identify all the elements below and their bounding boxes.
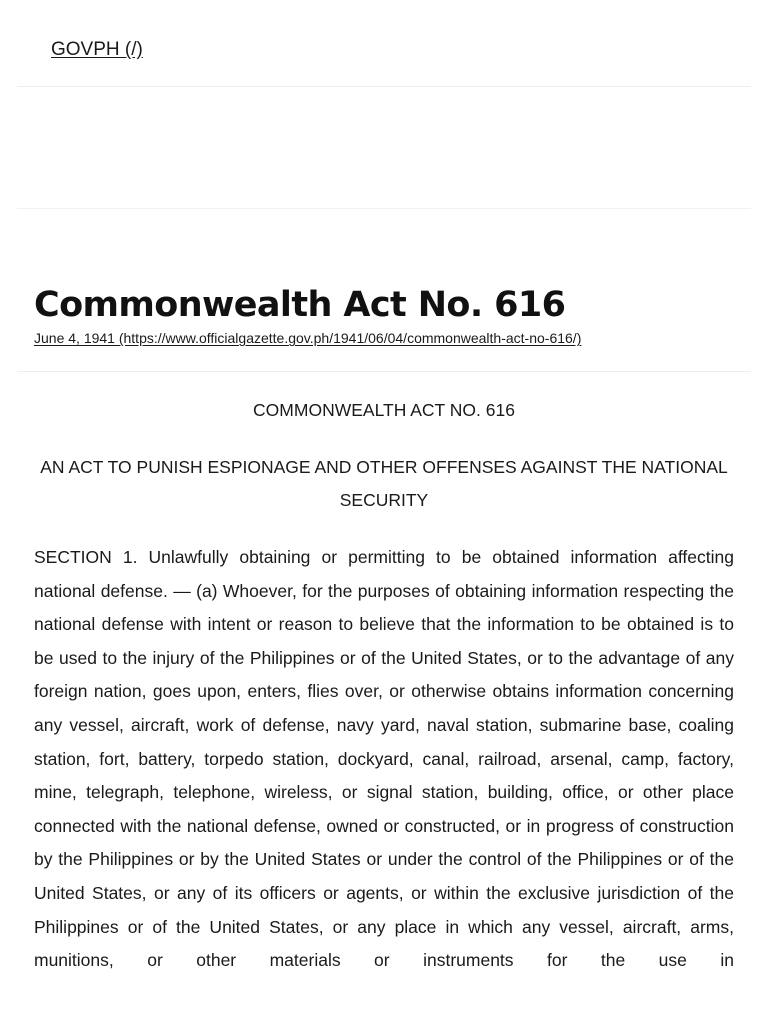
act-title-heading: AN ACT TO PUNISH ESPIONAGE AND OTHER OFFENSES AGAINST THE NATIONAL SECURITY <box>40 457 728 510</box>
article-header <box>17 209 751 372</box>
article-body <box>34 394 734 978</box>
section-1-paragraph: SECTION 1. Unlawfully obtaining or permitting to be obtained information affecting national defense. — (a) Whoever, for the purposes of obtaining information respecting the national defense with intent or reason to believe that the information to be obtained is to be used to the injury of the Philippines or of the United States, or to the advantage of any foreign nation, goes upon, enters, flies over, or otherwise obtains information concerning any vessel, aircraft, work of defense, navy yard, naval station, submarine base, coaling station, fort, battery, torpedo station, dockyard, canal, railroad, arsenal, camp, factory, mine, telegraph, telephone, wireless, or signal station, building, office, or other place connected with the national defense, owned or constructed, or in progress of construction by the Philippines or by the United States or under the control of the Philippines or of the United States, or any of its officers or agents, or within the exclusive jurisdiction of the Philippines or of the United States, or any place in which any vessel, aircraft, arms, munitions, or other materials or instruments for the use in <box>34 547 734 971</box>
publication-date-link[interactable]: June 4, 1941 (https://www.officialgazette.gov.ph/1941/06/04/commonwealth-act-no-616/) <box>34 330 582 346</box>
page-title: Commonwealth Act No. 616 <box>34 285 566 325</box>
banner-area <box>17 87 751 209</box>
act-number-heading: COMMONWEALTH ACT NO. 616 <box>253 400 515 420</box>
govph-home-link[interactable]: GOVPH (/) <box>51 39 143 60</box>
top-navigation-bar <box>17 0 751 87</box>
